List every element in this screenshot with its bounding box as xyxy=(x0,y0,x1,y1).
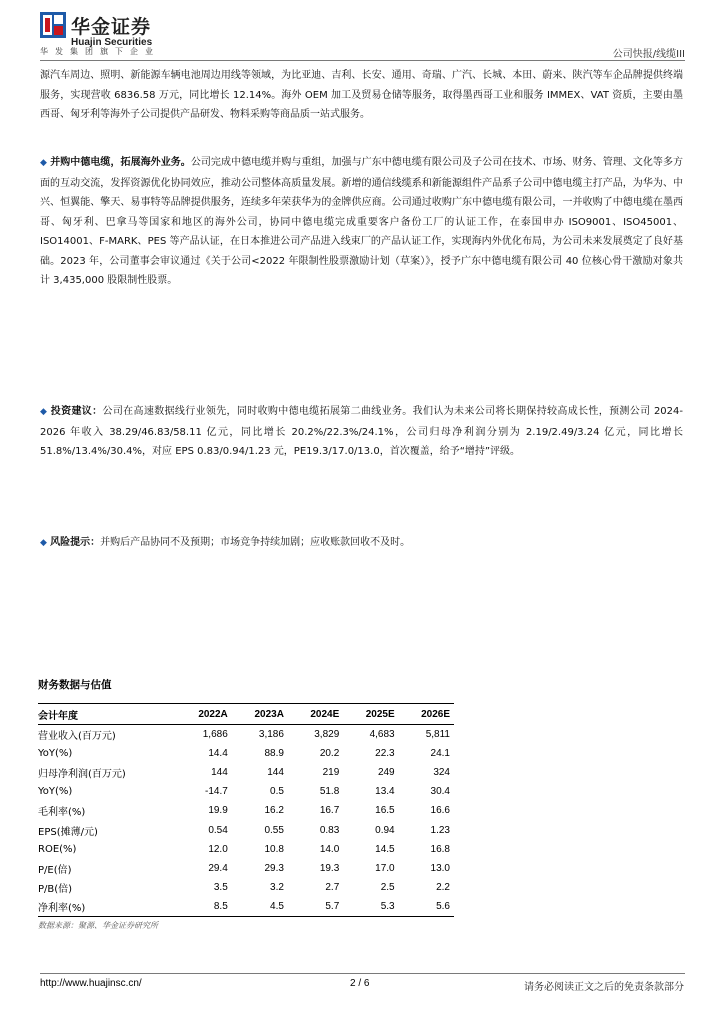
value-cell: 14.0 xyxy=(319,843,340,855)
value-cell: 2.5 xyxy=(380,881,395,893)
row-label-cell: 归母净利润(百万元) xyxy=(38,769,126,781)
logo-english-name: Huajin Securities xyxy=(71,37,153,48)
value-cell: 3.2 xyxy=(270,881,284,893)
value-cell: 88.9 xyxy=(264,748,284,760)
value-cell: 4,683 xyxy=(369,729,395,741)
value-cell: 16.7 xyxy=(319,805,340,817)
report-type-label: 公司快报/线缆III xyxy=(612,49,685,60)
value-cell: 16.6 xyxy=(430,805,450,817)
table-header-cell: 2025E xyxy=(343,704,398,725)
table-header-cell: 2022A xyxy=(176,704,232,725)
group-tagline: 华发集团旗下企业 xyxy=(40,47,160,56)
disclaimer-note: 请务必阅读正文之后的免责条款部分 xyxy=(524,982,684,993)
footer-divider xyxy=(40,973,685,974)
financial-table xyxy=(38,703,454,917)
value-cell: 144 xyxy=(211,767,228,779)
value-cell: 5,811 xyxy=(425,729,450,741)
page-number: 2 / 6 xyxy=(350,978,370,989)
value-cell: 0.54 xyxy=(208,824,228,836)
table-header-cell: 会计年度 xyxy=(38,704,176,725)
paragraph-lead: 风险提示： xyxy=(50,537,101,548)
paragraph-text: 并购后产品协同不及预期；市场竞争持续加剧；应收账款回收不及时。 xyxy=(100,537,411,548)
value-cell: 14.5 xyxy=(375,843,395,855)
data-source-note: 数据来源：聚源、华金证券研究所 xyxy=(38,921,158,930)
value-cell: 2.7 xyxy=(325,881,340,893)
value-cell: 5.3 xyxy=(343,897,398,917)
paragraph-investment-advice xyxy=(40,402,683,462)
table-row xyxy=(38,725,454,745)
value-cell: 13.0 xyxy=(430,862,450,874)
diamond-bullet-icon: ◆ xyxy=(40,158,47,168)
value-cell: 24.1 xyxy=(430,748,450,760)
page-header xyxy=(40,10,685,60)
logo-chinese-name: 华金证券 xyxy=(71,16,152,38)
value-cell: 29.4 xyxy=(208,862,228,874)
row-label-cell: 营业收入(百万元) xyxy=(38,731,116,743)
table-row xyxy=(38,782,454,801)
table-row xyxy=(38,820,454,839)
value-cell: 3.5 xyxy=(213,881,228,893)
table-row xyxy=(38,763,454,782)
diamond-bullet-icon: ◆ xyxy=(40,407,48,417)
value-cell: 0.94 xyxy=(375,824,395,836)
footer-website-link[interactable]: http://www.huajinsc.cn/ xyxy=(40,978,142,989)
value-cell: 324 xyxy=(433,767,450,779)
huajin-logo-icon xyxy=(40,12,66,38)
paragraph-lead: 投资建议： xyxy=(50,406,103,417)
value-cell: 16.5 xyxy=(375,805,395,817)
value-cell: 2.2 xyxy=(436,881,450,893)
value-cell: 14.4 xyxy=(208,748,228,760)
value-cell: 0.55 xyxy=(264,824,284,836)
value-cell: 1,686 xyxy=(202,729,228,741)
row-label-cell: EPS(摊薄/元) xyxy=(38,826,98,838)
paragraph-business-continued xyxy=(40,66,683,125)
value-cell: 12.0 xyxy=(208,843,228,855)
paragraph-lead: 并购中德电缆，拓展海外业务。 xyxy=(50,157,191,168)
value-cell: 20.2 xyxy=(319,748,340,760)
value-cell: 5.7 xyxy=(288,897,343,917)
value-cell: 4.5 xyxy=(232,897,288,917)
table-header-cell: 2024E xyxy=(288,704,343,725)
value-cell: 16.8 xyxy=(430,843,450,855)
value-cell: 51.8 xyxy=(319,786,340,798)
value-cell: -14.7 xyxy=(204,786,228,798)
value-cell: 17.0 xyxy=(375,862,395,874)
row-label-cell: YoY(%) xyxy=(38,786,73,798)
value-cell: 0.83 xyxy=(319,824,340,836)
value-cell: 3,829 xyxy=(314,729,340,741)
table-header-row xyxy=(38,704,454,725)
value-cell: 29.3 xyxy=(264,862,284,874)
paragraph-text: 公司在高速数据线行业领先，同时收购中德电缆拓展第二曲线业务。我们认为未来公司将长期保持较高成长性，预测公司 2024-2026 年收入 38.29/46.83/58.11 亿元，同比增长 20.2%/22.3%/24.1%，公司归母净利润分别为 2.19/2.49/3.24 亿元，同比增长 51.8%/13.4%/30.4%，对应 EPS 0.83/0.94/1.23 元，PE19.3/17.0/13.0，首次覆盖，给予“增持”评级。 xyxy=(40,406,684,457)
table-row xyxy=(38,744,454,763)
row-label-cell: YoY(%) xyxy=(38,748,73,760)
financial-table-title: 财务数据与估值 xyxy=(38,679,112,691)
table-row xyxy=(38,878,454,897)
diamond-bullet-icon: ◆ xyxy=(40,538,47,548)
row-label-cell: 毛利率(%) xyxy=(38,807,86,819)
paragraph-acquisition xyxy=(40,153,683,291)
value-cell: 8.5 xyxy=(176,897,232,917)
value-cell: 0.5 xyxy=(270,786,284,798)
row-label-cell: P/E(倍) xyxy=(38,864,72,876)
paragraph-risk xyxy=(40,533,683,554)
table-row xyxy=(38,897,454,917)
value-cell: 144 xyxy=(267,767,284,779)
value-cell: 219 xyxy=(322,767,340,779)
row-label-cell: P/B(倍) xyxy=(38,883,73,895)
value-cell: 13.4 xyxy=(375,786,395,798)
value-cell: 1.23 xyxy=(430,824,450,836)
value-cell: 30.4 xyxy=(430,786,450,798)
table-header-cell: 2023A xyxy=(232,704,288,725)
header-divider xyxy=(40,60,685,61)
value-cell: 22.3 xyxy=(375,748,395,760)
value-cell: 3,186 xyxy=(258,729,284,741)
row-label-cell: ROE(%) xyxy=(38,843,77,855)
value-cell: 19.9 xyxy=(208,805,228,817)
value-cell: 10.8 xyxy=(264,843,284,855)
row-label-cell: 净利率(%) xyxy=(38,897,176,917)
paragraph-text: 源汽车周边、照明、新能源车辆电池周边用线等领域，为比亚迪、吉利、长安、通用、奇瑞、广汽、长城、本田、蔚来、陕汽等车企品牌提供终端服务，实现营收 6836.58 万元，同比增长 12.14%。海外 OEM 加工及贸易仓储等服务，取得墨西哥工业和服务 IMMEX、VAT 资质，主要由墨西哥、匈牙利等海外子公司提供产品研发、物料采购等商品质一站式服务。 xyxy=(40,70,683,120)
value-cell: 249 xyxy=(377,767,395,779)
paragraph-text: 公司完成中德电缆并购与重组，加强与广东中德电缆有限公司及子公司在技术、市场、财务、管理、文化等多方面的互动交流，发挥资源优化协同效应，推动公司整体高质量发展。新增的通信线缆系和新能源组件产品系子公司中德电缆主打产品，为华为、中兴、恒翼能、擎天、易事特等品牌提供服务，连续多年荣获华为的金牌供应商。公司通过收购广东中德电缆有限公司，一并收购了中德电缆在墨西哥、匈牙利、巴拿马等国家和地区的海外公司，协同中德电缆完成重要客户备份工厂的认证工作，在泰国申办 ISO9001、ISO45001、ISO14001、F-MARK、PES 等产品认证，在日本推进公司产品进入线束厂的产品认证工作，实现海内外优化布局，为公司未来发展奠定了良好基础。2023 年，公司董事会审议通过《关于公司<2022 年限制性股票激励计划（草案）》，授予广东中德电缆有限公司 40 位核心骨干激励对象共计 3,435,000 股限制性股票。 xyxy=(40,157,684,286)
value-cell: 19.3 xyxy=(319,862,340,874)
table-row xyxy=(38,840,454,859)
table-row xyxy=(38,801,454,820)
value-cell: 5.6 xyxy=(399,897,454,917)
table-header-cell: 2026E xyxy=(399,704,454,725)
table-row xyxy=(38,859,454,878)
value-cell: 16.2 xyxy=(264,805,284,817)
